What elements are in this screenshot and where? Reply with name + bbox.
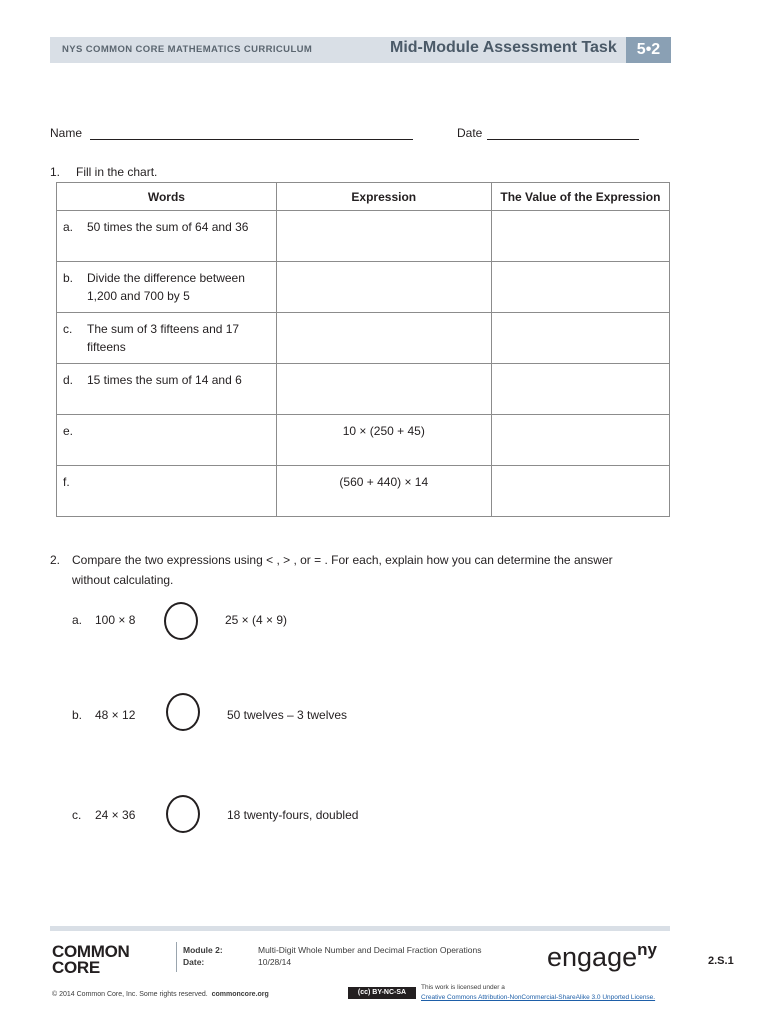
q2c-letter: c. — [72, 808, 82, 822]
row-letter: a. — [63, 220, 74, 234]
table-row — [57, 466, 670, 517]
table-row — [57, 262, 670, 313]
value-cell[interactable] — [491, 313, 669, 364]
footer-divider — [176, 942, 177, 972]
col-expression: Expression — [276, 183, 491, 211]
cc-license-icon: (cc) BY-NC-SA — [348, 987, 416, 999]
words-cell[interactable] — [57, 466, 277, 517]
license-text: This work is licensed under a — [421, 984, 505, 991]
footer-date-value: 10/28/14 — [258, 957, 292, 967]
page-title: Mid-Module Assessment Task — [390, 39, 617, 56]
value-cell[interactable] — [491, 415, 669, 466]
q2b-left-expression: 48 × 12 — [95, 708, 136, 722]
q2a-left-expression: 100 × 8 — [95, 613, 136, 627]
common-core-logo: COMMON CORE — [52, 942, 130, 977]
curriculum-label: NYS COMMON CORE MATHEMATICS CURRICULUM — [62, 44, 313, 55]
expression-cell[interactable] — [276, 262, 491, 313]
module-title: Multi-Digit Whole Number and Decimal Fraction Operations — [258, 945, 482, 955]
module-label: Module 2: — [183, 945, 223, 955]
copyright: © 2014 Common Core, Inc. Some rights reserved. commoncore.org — [52, 991, 269, 998]
row-expression: (560 + 440) × 14 — [339, 475, 429, 489]
module-badge: 5•2 — [626, 37, 671, 63]
name-field[interactable] — [90, 139, 413, 140]
q2b-compare-circle[interactable] — [166, 693, 200, 731]
chart-table — [56, 182, 670, 517]
value-cell[interactable] — [491, 262, 669, 313]
row-expression: 10 × (250 + 45) — [342, 424, 425, 438]
q2-prompt-line2: without calculating. — [72, 573, 174, 587]
q2c-compare-circle[interactable] — [166, 795, 200, 833]
footer-bar — [50, 926, 670, 931]
row-words: 50 times the sum of 64 and 36 — [87, 220, 249, 234]
q2a-compare-circle[interactable] — [164, 602, 198, 640]
q1-number: 1. — [50, 165, 61, 179]
table-row — [57, 364, 670, 415]
q2c-right-expression: 18 twenty-fours, doubled — [227, 808, 359, 822]
table-row — [57, 313, 670, 364]
row-words: Divide the difference between 1,200 and 700 by 5 — [87, 271, 245, 303]
row-letter: e. — [63, 424, 74, 438]
engageny-logo: engage$^{ny}$ — [547, 940, 657, 972]
value-cell[interactable] — [491, 364, 669, 415]
value-cell[interactable] — [491, 466, 669, 517]
date-field[interactable] — [487, 139, 639, 140]
row-words: The sum of 3 fifteens and 17 fifteens — [87, 322, 240, 354]
table-row — [57, 415, 670, 466]
table-header-row — [57, 183, 670, 211]
table-row — [57, 211, 670, 262]
q1-prompt: Fill in the chart. — [76, 165, 158, 179]
expression-cell[interactable] — [276, 313, 491, 364]
q2b-letter: b. — [72, 708, 83, 722]
row-letter: d. — [63, 373, 74, 387]
q2a-letter: a. — [72, 613, 83, 627]
license-link[interactable]: Creative Commons Attribution-NonCommercial-ShareAlike 3.0 Unported License. — [421, 994, 656, 1001]
q2a-right-expression: 25 × (4 × 9) — [225, 613, 288, 627]
page-number: 2.S.1 — [708, 955, 734, 967]
expression-cell[interactable] — [276, 211, 491, 262]
q2-number: 2. — [50, 553, 61, 567]
row-letter: f. — [63, 475, 70, 489]
value-cell[interactable] — [491, 211, 669, 262]
row-letter: b. — [63, 271, 74, 285]
col-words: Words — [57, 183, 277, 211]
col-value: The Value of the Expression — [491, 183, 669, 211]
name-label: Name — [50, 126, 83, 140]
q2b-right-expression: 50 twelves – 3 twelves — [227, 708, 348, 722]
expression-cell[interactable] — [276, 364, 491, 415]
q2c-left-expression: 24 × 36 — [95, 808, 136, 822]
q2-prompt-line1: Compare the two expressions using < , > , or = . For each, explain how you can determine the answer — [72, 553, 613, 567]
row-words: 15 times the sum of 14 and 6 — [87, 373, 242, 387]
footer-date-label: Date: — [183, 957, 205, 967]
date-label: Date — [457, 126, 483, 140]
words-cell[interactable] — [57, 415, 277, 466]
row-letter: c. — [63, 322, 73, 336]
